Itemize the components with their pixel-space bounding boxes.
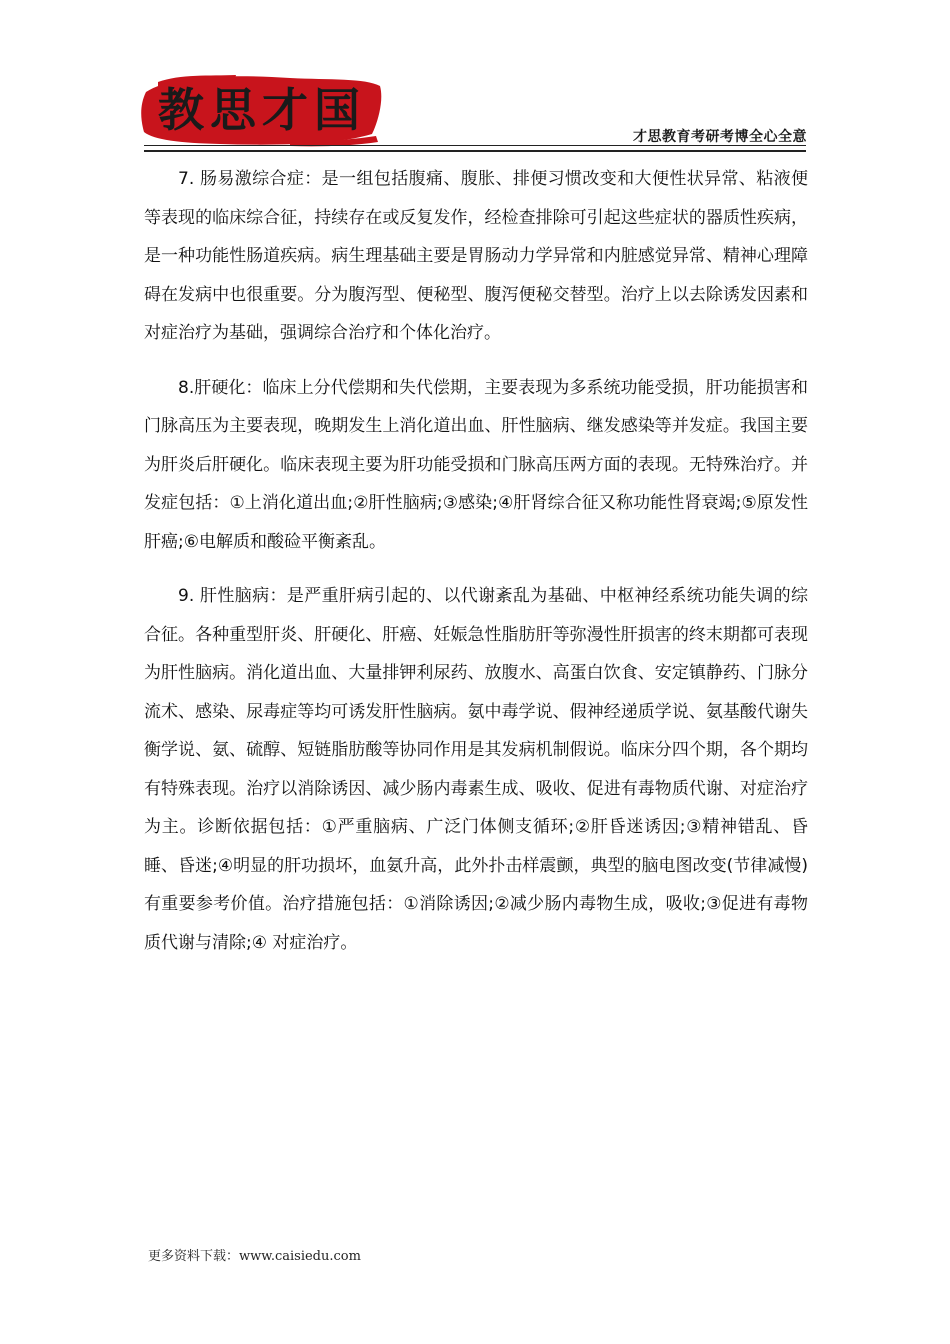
header-divider — [144, 145, 806, 146]
paragraph-hepatic-encephalopathy: 9. 肝性脑病：是严重肝病引起的、以代谢紊乱为基础、中枢神经系统功能失调的综合征。各种重型肝炎、肝硬化、肝癌、妊娠急性脂肪肝等弥漫性肝损害的终末期都可表现为肝性脑病。消化道出血、大量排钾利尿药、放腹水、高蛋白饮食、安定镇静药、门脉分流术、感染、尿毒症等均可诱发肝性脑病。氨中毒学说、假神经递质学说、氨基酸代谢失衡学说、氨、硫醇、短链脂肪酸等协同作用是其发病机制假说。临床分四个期，各个期均有特殊表现。治疗以消除诱因、减少肠内毒素生成、吸收、促进有毒物质代谢、对症治疗为主。诊断依据包括：①严重脑病、广泛门体侧支循环;②肝昏迷诱因;③精神错乱、昏睡、昏迷;④明显的肝功损坏，血氨升高，此外扑击样震颤，典型的脑电图改变(节律减慢)有重要参考价值。治疗措施包括：①消除诱因;②减少肠内毒物生成，吸收;③促进有毒物质代谢与清除;④ 对症治疗。 — [144, 586, 808, 953]
paragraph-liver-cirrhosis: 8.肝硬化：临床上分代偿期和失代偿期，主要表现为多系统功能受损，肝功能损害和门脉高压为主要表现，晚期发生上消化道出血、肝性脑病、继发感染等并发症。我国主要为肝炎后肝硬化。临床表现主要为肝功能受损和门脉高压两方面的表现。无特殊治疗。并发症包括：①上消化道出血;②肝性脑病;③感染;④肝肾综合征又称功能性肾衰竭;⑤原发性肝癌;⑥电解质和酸硷平衡紊乱。 — [144, 377, 808, 552]
logo-text: 教思才国 — [158, 83, 366, 137]
footer-download-link[interactable]: 更多资料下载：www.caisiedu.com — [148, 1249, 361, 1264]
brand-logo — [140, 70, 384, 148]
document-body — [144, 160, 808, 964]
header-divider-thick — [144, 150, 806, 152]
header-slogan: 才思教育考研考博全心全意 — [633, 129, 807, 145]
paragraph-irritable-bowel-syndrome: 7. 肠易激综合症：是一组包括腹痛、腹胀、排便习惯改变和大便性状异常、粘液便等表现的临床综合征，持续存在或反复发作，经检查排除可引起这些症状的器质性疾病，是一种功能性肠道疾病。病生理基础主要是胃肠动力学异常和内脏感觉异常、精神心理障碍在发病中也很重要。分为腹泻型、便秘型、腹泻便秘交替型。治疗上以去除诱发因素和对症治疗为基础，强调综合治疗和个体化治疗。 — [144, 169, 808, 343]
